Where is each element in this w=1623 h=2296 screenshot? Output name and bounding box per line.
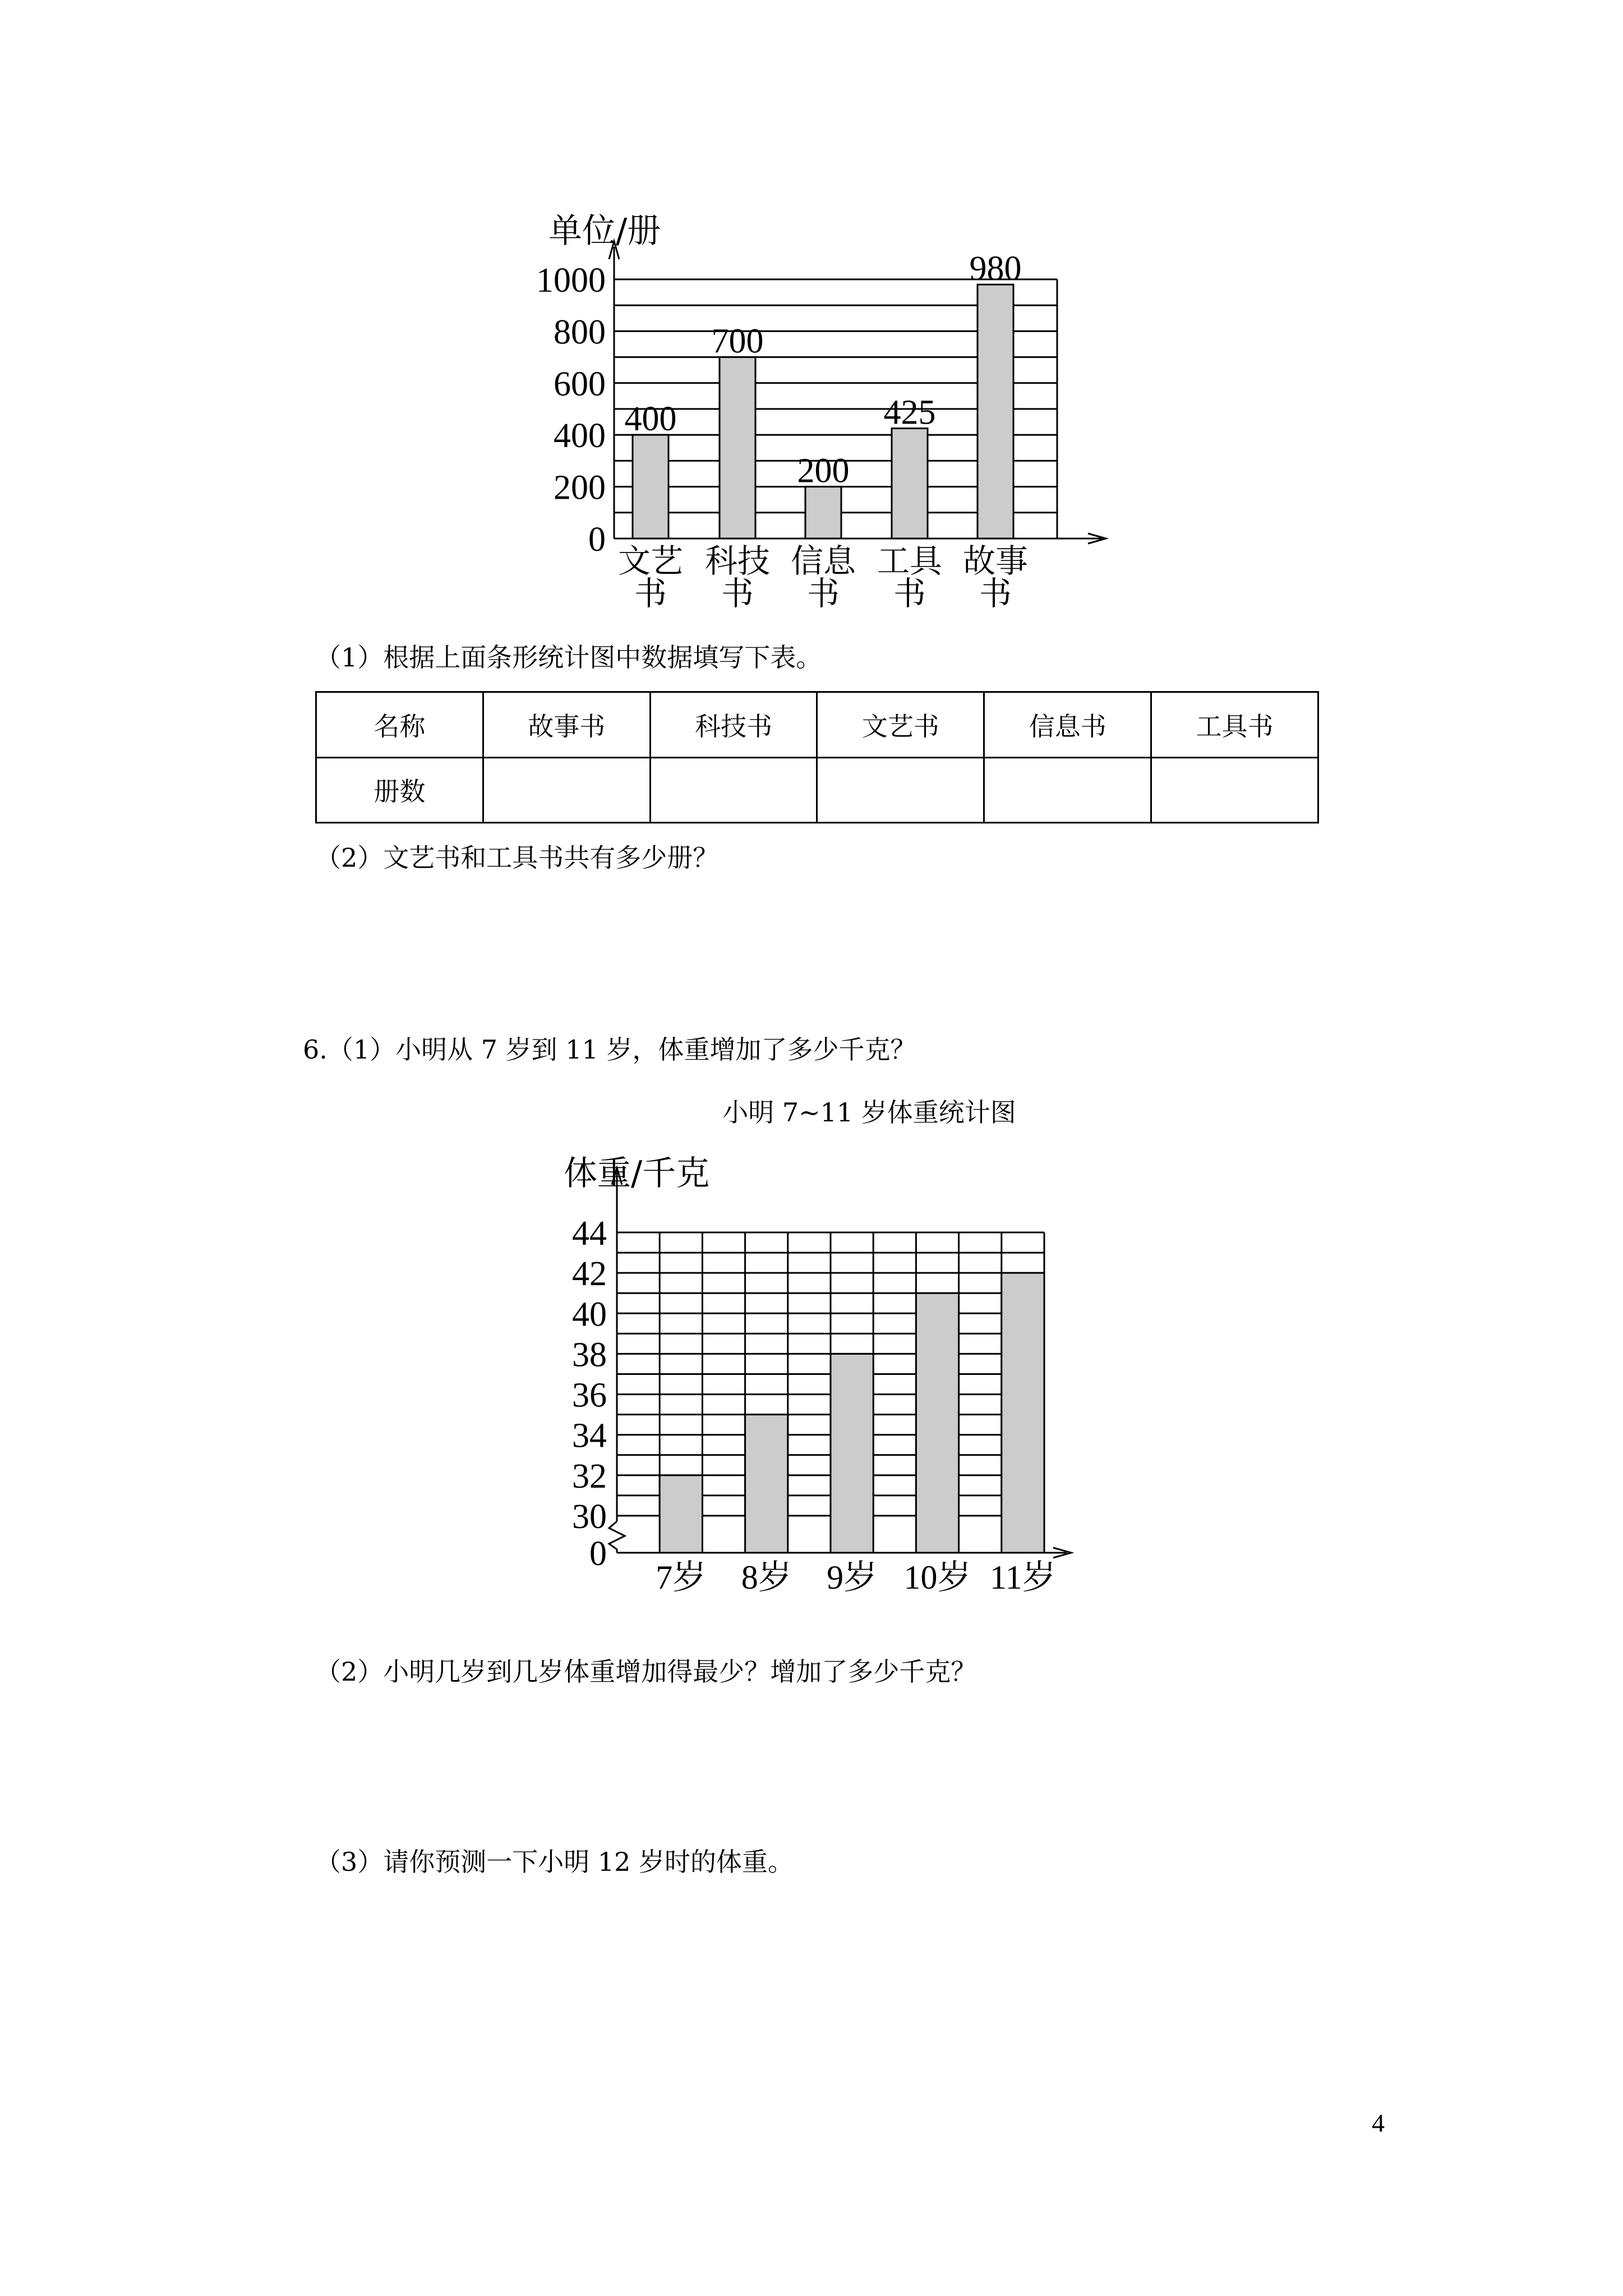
y-tick-label: 36 — [572, 1376, 607, 1415]
x-tick-label: 8岁 — [741, 1559, 792, 1596]
bar — [831, 1354, 873, 1553]
bar — [633, 435, 668, 539]
data-label: 980 — [969, 250, 1022, 288]
table-row — [316, 757, 1318, 823]
table-blank-cell — [650, 757, 817, 823]
y-tick-label: 600 — [554, 365, 606, 403]
table-column-header: 信息书 — [984, 692, 1151, 758]
question-6-1: 6.（1）小明从 7 岁到 11 岁，体重增加了多少千克？ — [303, 1034, 916, 1065]
x-tick-label: 工具 — [877, 542, 943, 580]
x-tick-label: 故事 — [962, 542, 1029, 580]
x-tick-label: 10岁 — [903, 1559, 971, 1596]
x-tick-label: 书 — [979, 574, 1012, 613]
table-blank-cell — [1151, 757, 1318, 823]
x-tick-label: 书 — [721, 574, 754, 613]
chart-2-title: 小明 7~11 岁体重统计图 — [722, 1097, 1016, 1128]
page-number: 4 — [1372, 2109, 1385, 2137]
y-axis-label: 单位/册 — [548, 211, 661, 251]
question-6-2: （2）小明几岁到几岁体重增加得最少？增加了多少千克？ — [315, 1657, 977, 1687]
bar — [745, 1415, 788, 1553]
x-tick-label: 9岁 — [827, 1559, 878, 1596]
table-column-header: 工具书 — [1151, 692, 1318, 758]
bar — [892, 429, 928, 539]
axis-break-mark — [609, 1521, 625, 1553]
table-column-header: 文艺书 — [817, 692, 984, 758]
y-tick-label: 30 — [572, 1498, 607, 1536]
data-label: 700 — [711, 322, 764, 361]
question-5-2: （2）文艺书和工具书共有多少册？ — [315, 843, 719, 873]
table-header-row — [316, 692, 1318, 758]
x-tick-label: 书 — [806, 574, 840, 613]
data-label: 200 — [797, 452, 850, 490]
y-tick-label: 38 — [572, 1336, 607, 1374]
table-column-header: 科技书 — [650, 692, 817, 758]
y-tick-label: 44 — [572, 1214, 607, 1253]
y-tick-label: 200 — [554, 468, 606, 507]
question-6-3: （3）请你预测一下小明 12 岁时的体重。 — [315, 1847, 794, 1877]
data-label: 425 — [883, 393, 936, 432]
bar — [805, 487, 841, 539]
bar — [978, 284, 1013, 539]
y-tick-label: 40 — [572, 1295, 607, 1334]
table-blank-cell — [483, 757, 650, 823]
table-blank-cell — [984, 757, 1151, 823]
bar — [720, 357, 755, 539]
table-column-header: 故事书 — [483, 692, 650, 758]
data-label: 400 — [624, 400, 677, 439]
bar — [1002, 1273, 1044, 1553]
y-tick-label: 800 — [554, 313, 606, 352]
y-tick-label: 42 — [572, 1255, 607, 1294]
x-tick-label: 7岁 — [656, 1559, 707, 1596]
bar — [916, 1293, 958, 1553]
y-tick-label: 0 — [588, 521, 606, 559]
x-tick-label: 文艺 — [617, 542, 684, 580]
book-count-table — [315, 691, 1319, 823]
table-header-label: 名称 — [316, 692, 483, 758]
table-blank-cell — [817, 757, 984, 823]
table-row-label: 册数 — [316, 757, 483, 823]
x-tick-label: 11岁 — [990, 1559, 1056, 1596]
x-tick-label: 书 — [634, 574, 667, 613]
y-tick-label: 0 — [589, 1535, 607, 1573]
weight-bar-chart — [0, 1139, 1623, 1596]
book-bar-chart — [0, 0, 1623, 628]
bar — [660, 1475, 702, 1553]
x-tick-label: 书 — [893, 574, 926, 613]
question-5-1: （1）根据上面条形统计图中数据填写下表。 — [315, 642, 822, 673]
x-tick-label: 信息 — [790, 542, 856, 580]
x-tick-label: 科技 — [704, 542, 771, 580]
y-tick-label: 400 — [554, 417, 606, 455]
y-axis-label: 体重/千克 — [564, 1154, 710, 1193]
y-tick-label: 34 — [572, 1416, 607, 1455]
y-tick-label: 32 — [572, 1457, 607, 1496]
y-tick-label: 1000 — [536, 261, 606, 300]
